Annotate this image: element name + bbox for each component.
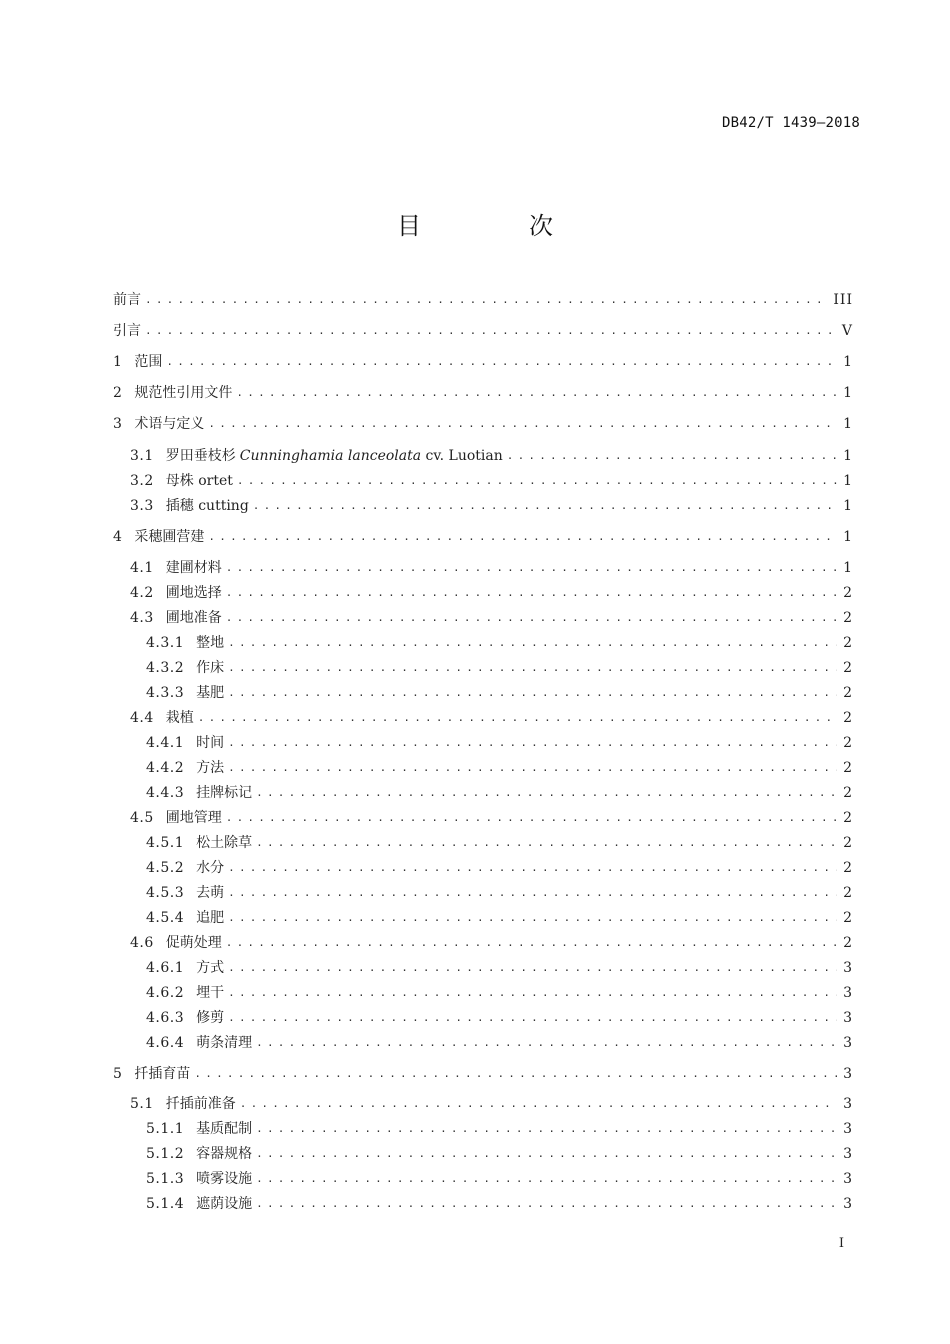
toc-entry-number: 4.3.1 xyxy=(146,635,185,651)
toc-entry-page: 1 xyxy=(843,560,853,576)
toc-entry[interactable] xyxy=(113,755,853,777)
dot-leader xyxy=(256,1120,837,1138)
dot-leader xyxy=(226,934,837,952)
toc-entry-label: 栽植 xyxy=(165,710,194,726)
toc-entry-page: 2 xyxy=(843,685,853,701)
toc-entry-page: 1 xyxy=(843,416,853,432)
toc-entry-page: 2 xyxy=(843,935,853,951)
toc-entry-number: 4.5.1 xyxy=(146,835,185,851)
dot-leader xyxy=(226,584,837,602)
toc-entry-page: 2 xyxy=(843,785,853,801)
dot-leader xyxy=(228,959,837,977)
toc-entry-number: 5.1.3 xyxy=(146,1171,185,1187)
toc-entry[interactable] xyxy=(113,630,853,652)
toc-entry[interactable] xyxy=(113,380,853,402)
toc-entry-label: 追肥 xyxy=(196,910,225,926)
toc-entry-number: 4.5.2 xyxy=(146,860,185,876)
dot-leader xyxy=(228,909,837,927)
toc-entry-page: 2 xyxy=(843,660,853,676)
toc-entry-label: 容器规格 xyxy=(196,1146,253,1162)
toc-entry-label: 方式 xyxy=(196,960,225,976)
toc-entry-label: 基质配制 xyxy=(196,1121,253,1137)
dot-leader xyxy=(228,859,837,877)
toc-entry-label: 挂牌标记 xyxy=(196,785,253,801)
dot-leader xyxy=(237,472,837,490)
toc-entry[interactable] xyxy=(113,287,853,309)
toc-entry-number: 3.2 xyxy=(130,473,154,489)
dot-leader xyxy=(256,1195,837,1213)
toc-entry[interactable] xyxy=(113,411,853,433)
toc-entry-number: 5.1.4 xyxy=(146,1196,185,1212)
toc-entry-label: 水分 xyxy=(196,860,225,876)
toc-entry[interactable] xyxy=(113,318,853,340)
toc-entry-page: 2 xyxy=(843,910,853,926)
toc-entry[interactable] xyxy=(113,524,853,546)
toc-entry-page: 2 xyxy=(843,610,853,626)
toc-entry-number: 5.1.2 xyxy=(146,1146,185,1162)
dot-leader xyxy=(240,1095,837,1113)
toc-entry-page: 2 xyxy=(843,885,853,901)
toc-entry-label: 圃地选择 xyxy=(165,585,222,601)
toc-entry[interactable] xyxy=(113,830,853,852)
toc-entry-label: 去萌 xyxy=(196,885,225,901)
toc-entry-label: 修剪 xyxy=(196,1010,225,1026)
toc-entry-label: 母株 ortet xyxy=(165,473,233,489)
toc-entry[interactable] xyxy=(113,1030,853,1052)
dot-leader xyxy=(226,609,837,627)
toc-entry[interactable] xyxy=(113,905,853,927)
toc-entry[interactable] xyxy=(113,680,853,702)
toc-entry-label: 范围 xyxy=(134,354,163,370)
toc-entry[interactable] xyxy=(113,780,853,802)
toc-entry-number: 4.4 xyxy=(130,710,154,726)
toc-entry-number: 4.4.1 xyxy=(146,735,185,751)
toc-entry-number: 4.3 xyxy=(130,610,154,626)
dot-leader xyxy=(256,1034,837,1052)
page-title: 目 次 xyxy=(397,212,595,240)
toc-entry-number: 4.6.4 xyxy=(146,1035,185,1051)
toc-entry-label: 扦插前准备 xyxy=(165,1096,236,1112)
toc-entry-label: 遮荫设施 xyxy=(196,1196,253,1212)
toc-entry[interactable] xyxy=(113,1141,853,1163)
toc-entry-number: 4.5.4 xyxy=(146,910,185,926)
toc-entry-label: 埋干 xyxy=(196,985,225,1001)
toc-entry-page: 2 xyxy=(843,735,853,751)
toc-entry-page: 2 xyxy=(843,585,853,601)
toc-entry-page: 3 xyxy=(843,1066,853,1082)
toc-entry-label: 扦插育苗 xyxy=(134,1066,191,1082)
toc-entry[interactable] xyxy=(113,705,853,727)
toc-entry[interactable] xyxy=(113,1191,853,1213)
toc-entry[interactable] xyxy=(113,605,853,627)
toc-entry-number: 3.3 xyxy=(130,498,154,514)
toc-entry[interactable] xyxy=(113,443,853,465)
dot-leader xyxy=(236,384,837,402)
toc-entry[interactable] xyxy=(113,980,853,1002)
dot-leader xyxy=(228,684,837,702)
toc-entry[interactable] xyxy=(113,1091,853,1113)
toc-entry-label: 规范性引用文件 xyxy=(134,385,233,401)
toc-entry-page: 2 xyxy=(843,835,853,851)
toc-entry[interactable] xyxy=(113,955,853,977)
dot-leader xyxy=(228,1009,837,1027)
dot-leader xyxy=(256,834,837,852)
toc-entry[interactable] xyxy=(113,730,853,752)
toc-entry-number: 5.1.1 xyxy=(146,1121,185,1137)
toc-entry-page: 3 xyxy=(843,1035,853,1051)
toc-entry-page: 1 xyxy=(843,498,853,514)
toc-entry[interactable] xyxy=(113,655,853,677)
toc-entry-page: 1 xyxy=(843,385,853,401)
toc-entry-page: 2 xyxy=(843,810,853,826)
toc-entry[interactable] xyxy=(113,1005,853,1027)
toc-entry-number: 4.2 xyxy=(130,585,154,601)
toc-entry[interactable] xyxy=(113,880,853,902)
toc-entry[interactable] xyxy=(113,493,853,515)
toc-entry-number: 4.3.3 xyxy=(146,685,185,701)
toc-entry-page: 3 xyxy=(843,985,853,1001)
dot-leader xyxy=(145,291,827,309)
toc-entry-label: 圃地准备 xyxy=(165,610,222,626)
dot-leader xyxy=(228,759,837,777)
toc-entry-label: 方法 xyxy=(196,760,225,776)
toc-entry-label: 引言 xyxy=(113,323,141,339)
toc-entry-page: 3 xyxy=(843,1010,853,1026)
toc-entry-label: 术语与定义 xyxy=(134,416,205,432)
toc-entry[interactable] xyxy=(113,1166,853,1188)
dot-leader xyxy=(226,809,837,827)
toc-entry-label: 基肥 xyxy=(196,685,225,701)
dot-leader xyxy=(208,528,837,546)
toc-entry-page: 1 xyxy=(843,448,853,464)
toc-entry[interactable] xyxy=(113,1116,853,1138)
toc-entry-page: 2 xyxy=(843,710,853,726)
toc-entry-number: 4.4.2 xyxy=(146,760,185,776)
toc-entry-number: 3.1 xyxy=(130,448,154,464)
toc-entry[interactable] xyxy=(113,855,853,877)
toc-entry-page: 2 xyxy=(843,760,853,776)
toc-entry-label: 时间 xyxy=(196,735,225,751)
dot-leader xyxy=(256,784,837,802)
toc-entry-page: 3 xyxy=(843,1146,853,1162)
toc-entry-label: 促萌处理 xyxy=(165,935,222,951)
toc-entry-number: 4.6.2 xyxy=(146,985,185,1001)
dot-leader xyxy=(145,322,836,340)
toc-entry-number: 5.1 xyxy=(130,1096,154,1112)
toc-entry[interactable] xyxy=(113,930,853,952)
toc-entry-page: 3 xyxy=(843,1196,853,1212)
toc-entry-label: 采穗圃营建 xyxy=(134,529,205,545)
dot-leader xyxy=(253,497,837,515)
toc-entry-number: 4 xyxy=(113,529,123,545)
toc-entry-latin-name: Cunninghamia lanceolata xyxy=(239,448,422,464)
toc-entry-number: 4.5.3 xyxy=(146,885,185,901)
toc-entry-label: 建圃材料 xyxy=(165,560,222,576)
dot-leader xyxy=(256,1170,837,1188)
toc-entry-number: 4.6.3 xyxy=(146,1010,185,1026)
toc-entry-number: 4.1 xyxy=(130,560,154,576)
toc-entry-number: 4.4.3 xyxy=(146,785,185,801)
toc-entry[interactable] xyxy=(113,580,853,602)
dot-leader xyxy=(507,447,837,465)
toc-entry-label: 萌条清理 xyxy=(196,1035,253,1051)
dot-leader xyxy=(228,734,837,752)
toc-entry-page: 2 xyxy=(843,860,853,876)
toc-entry[interactable] xyxy=(113,555,853,577)
toc-entry-number: 4.6.1 xyxy=(146,960,185,976)
toc-entry-label: 罗田垂枝杉 xyxy=(165,448,236,464)
toc-entry-label: 整地 xyxy=(196,635,225,651)
toc-entry-number: 4.5 xyxy=(130,810,154,826)
dot-leader xyxy=(198,709,837,727)
dot-leader xyxy=(256,1145,837,1163)
standard-code: DB42/T 1439—2018 xyxy=(721,115,860,131)
toc-entry-label: 前言 xyxy=(113,292,141,308)
toc-entry-page: 2 xyxy=(843,635,853,651)
toc-entry-page: 1 xyxy=(843,529,853,545)
toc-entry-label: 圃地管理 xyxy=(165,810,222,826)
toc-entry-number: 2 xyxy=(113,385,123,401)
toc-entry-page: 3 xyxy=(843,1171,853,1187)
toc-entry-page: V xyxy=(841,323,853,339)
toc-entry-page: 3 xyxy=(843,1096,853,1112)
toc-entry[interactable] xyxy=(113,1061,853,1083)
dot-leader xyxy=(228,634,837,652)
toc-entry-label: 松土除草 xyxy=(196,835,253,851)
toc-entry-label: 作床 xyxy=(196,660,225,676)
dot-leader xyxy=(228,884,837,902)
toc-entry[interactable] xyxy=(113,349,853,371)
dot-leader xyxy=(228,984,837,1002)
toc-entry[interactable] xyxy=(113,468,853,490)
toc-entry-number: 3 xyxy=(113,416,123,432)
toc-entry-number: 4.3.2 xyxy=(146,660,185,676)
toc-entry-label: 喷雾设施 xyxy=(196,1171,253,1187)
toc-entry-number: 1 xyxy=(113,354,123,370)
toc-entry-number: 4.6 xyxy=(130,935,154,951)
toc-entry-page: III xyxy=(833,292,853,308)
dot-leader xyxy=(194,1065,837,1083)
toc-entry-label: 插穗 cutting xyxy=(165,498,249,514)
toc-entry-page: 3 xyxy=(843,960,853,976)
dot-leader xyxy=(226,559,837,577)
dot-leader xyxy=(228,659,837,677)
toc-entry-cultivar: cv. Luotian xyxy=(421,448,503,464)
toc-entry-page: 1 xyxy=(843,354,853,370)
toc-entry[interactable] xyxy=(113,805,853,827)
page-number: I xyxy=(838,1236,844,1251)
dot-leader xyxy=(166,353,837,371)
dot-leader xyxy=(208,415,837,433)
toc-entry-page: 1 xyxy=(843,473,853,489)
toc-entry-page: 3 xyxy=(843,1121,853,1137)
toc-entry-number: 5 xyxy=(113,1066,123,1082)
